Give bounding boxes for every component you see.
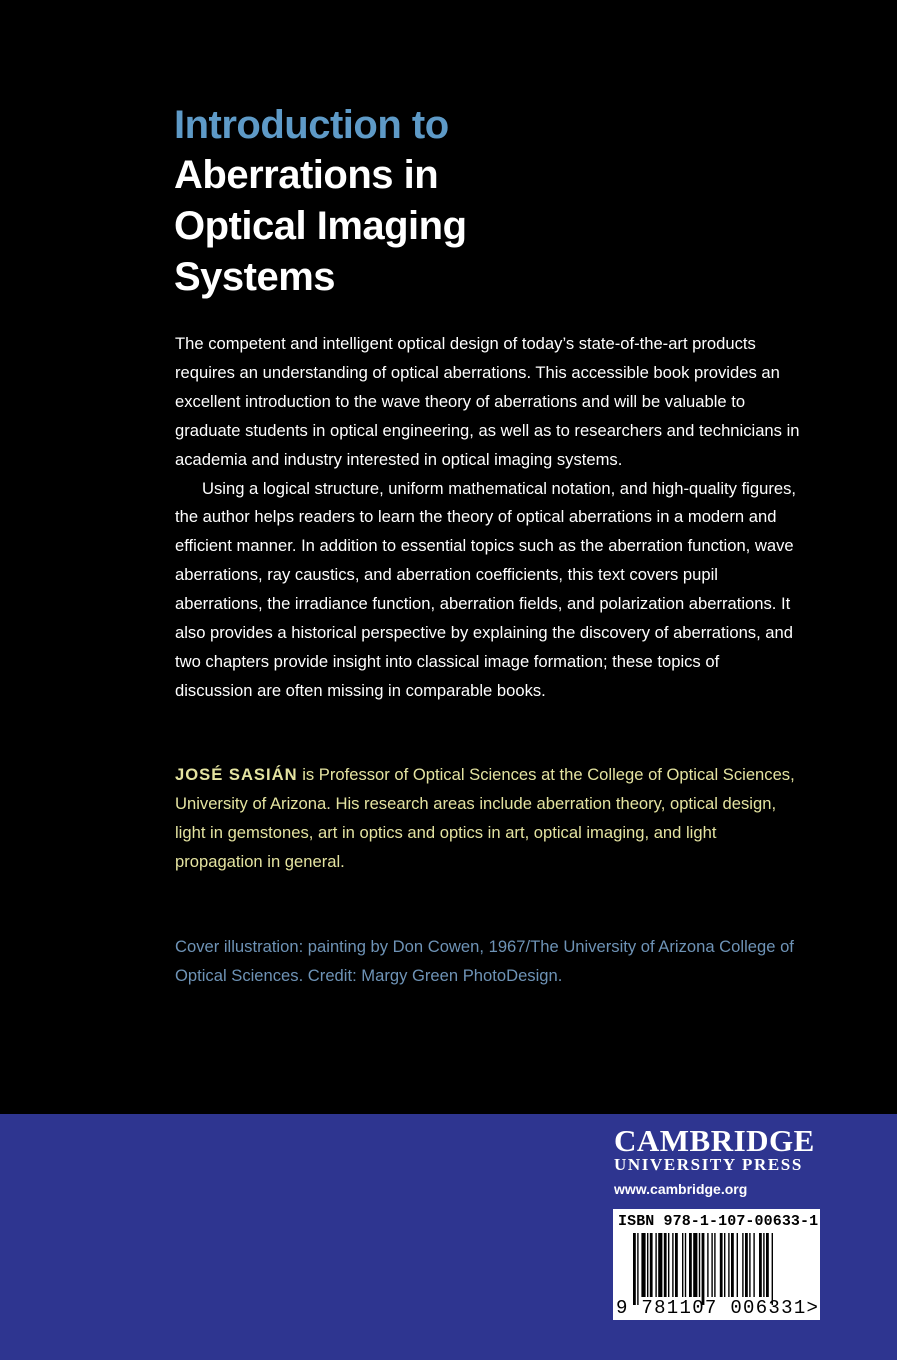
barcode-bar <box>766 1233 769 1297</box>
publisher-url[interactable]: www.cambridge.org <box>614 1181 748 1197</box>
barcode-bar <box>711 1233 712 1297</box>
barcode-bar <box>702 1233 705 1305</box>
barcode-bar <box>693 1233 697 1297</box>
book-description <box>175 330 800 706</box>
title-line-3: Systems <box>174 255 336 299</box>
barcode-bar <box>759 1233 762 1297</box>
barcode-bar <box>714 1233 715 1297</box>
barcode-bar <box>763 1233 764 1297</box>
publisher-name: CAMBRIDGE <box>614 1123 815 1158</box>
barcode-bar <box>720 1233 723 1297</box>
barcode-bar <box>675 1233 678 1297</box>
barcode-bar <box>724 1233 725 1297</box>
author-name: JOSÉ SASIÁN <box>175 765 298 784</box>
barcode-bar <box>728 1233 729 1297</box>
barcode-bar <box>685 1233 686 1297</box>
barcode-bar <box>647 1233 648 1297</box>
author-bio <box>175 761 800 877</box>
barcode-bar <box>749 1233 750 1297</box>
barcode-end-marker: > <box>806 1297 820 1319</box>
title-line-1: Aberrations in <box>174 153 439 197</box>
description-paragraph-2: Using a logical structure, uniform mathematical notation, and high-quality figures, the author helps readers to learn the theory of optical aberrations in a modern and efficient manner. In addition to essential topics such as the aberration function, wave aberrations, ray caustics, and aberration coefficients, this text covers pupil aberrations, the irradiance function, aberration fields, and polarization aberrations. It also provides a historical perspective by explaining the discovery of aberrations, and two chapters provide insight into classical image formation; these topics of discussion are often missing in comparable books. <box>175 478 796 700</box>
barcode-bar <box>731 1233 734 1297</box>
barcode-bar <box>672 1233 673 1297</box>
barcode-bar <box>658 1233 662 1297</box>
title-line-2: Optical Imaging <box>174 204 467 248</box>
barcode-digits <box>616 1297 819 1319</box>
barcode-bar <box>699 1233 700 1297</box>
barcode-bar <box>737 1233 738 1297</box>
publisher-subtitle: UNIVERSITY PRESS <box>614 1155 803 1174</box>
barcode-bar <box>707 1233 708 1297</box>
barcode-bar <box>668 1233 669 1297</box>
isbn-label: ISBN 978-1-107-00633-1 <box>618 1213 819 1230</box>
publisher-logo <box>614 1124 824 1198</box>
description-paragraph-1: The competent and intelligent optical design of today’s state-of-the-art products requires an understanding of optical aberrations. This accessible book provides an excellent introduction to the wave theory of aberrations and will be valuable to graduate students in optical engineering, as well as to researchers and technicians in academia and industry interested in optical imaging systems. <box>175 334 800 469</box>
barcode-bar <box>650 1233 653 1297</box>
barcode-bar <box>689 1233 692 1297</box>
title-intro: Introduction to <box>174 103 449 147</box>
book-title <box>174 100 774 303</box>
isbn-barcode <box>613 1209 820 1320</box>
barcode-bar <box>655 1233 656 1297</box>
cover-illustration-credit: Cover illustration: painting by Don Cowen, 1967/The University of Arizona College of Optical Sciences. Credit: Margy Green PhotoDesign. <box>175 937 794 985</box>
barcode-bar <box>641 1233 645 1297</box>
barcode-bar <box>633 1233 636 1305</box>
barcode-bar <box>772 1233 773 1305</box>
barcode-bar <box>745 1233 748 1297</box>
barcode-bar <box>664 1233 667 1297</box>
author-bio-text: is Professor of Optical Sciences at the College of Optical Sciences, University of Arizona. His research areas include aberration theory, optical design, light in gemstones, art in optics and optics in art, optical imaging, and light propagation in general. <box>175 765 795 871</box>
barcode-bar <box>753 1233 754 1297</box>
barcode-number: 9 781107 006331 <box>616 1297 807 1319</box>
barcode-bar <box>637 1233 638 1305</box>
barcode-bar <box>742 1233 743 1297</box>
barcode-bar <box>682 1233 683 1297</box>
